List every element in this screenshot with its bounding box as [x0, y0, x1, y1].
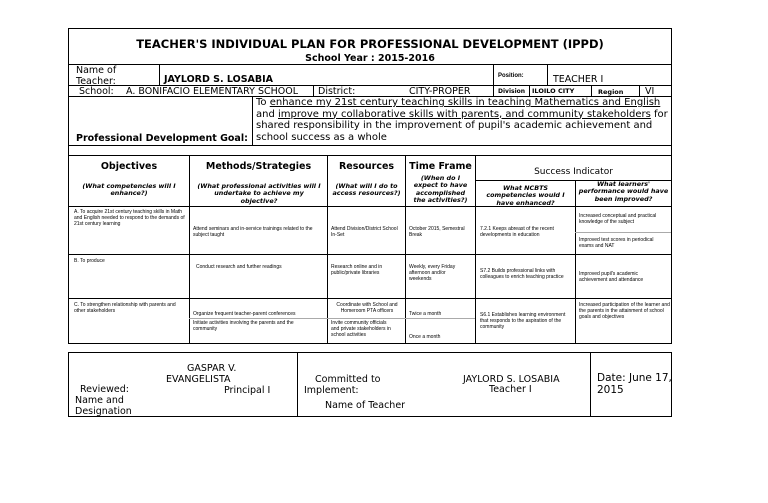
row-a-ncbts: 7.2.1 Keeps abreast of the recent developments in education — [480, 226, 554, 238]
name-label: Name of Teacher: — [76, 65, 117, 87]
row-b-time: Weekly, every Friday afternoon and/or weekends — [409, 264, 456, 282]
division-value: ILOILO CITY — [532, 87, 575, 95]
committed-label: Committed to Implement: — [304, 374, 381, 396]
row-b-method: Conduct research and further readings — [196, 264, 282, 270]
col-success: Success Indicator — [534, 167, 613, 177]
col-success-sub-learners: What learners' performance would have been improved? — [578, 180, 669, 203]
reviewed-label: Reviewed: Name and Designation — [75, 384, 132, 417]
row-a-method: Attend seminars and in-service trainings related to the subject taught — [193, 226, 313, 238]
school-label: School: — [79, 86, 114, 97]
row-a-time: October 2015, Semestral Break — [409, 226, 465, 238]
col-methods: Methods/Strategies — [205, 161, 312, 172]
teacher-signatory-position: Teacher I — [489, 384, 532, 395]
col-resources-sub: (What will I do to access resources?) — [332, 182, 401, 198]
goal-label: Professional Development Goal: — [76, 133, 248, 144]
col-objectives: Objectives — [100, 161, 158, 172]
teacher-label: Name of Teacher — [325, 400, 406, 411]
row-c-objective: C. To strengthen relationship with parents and other stakeholders — [74, 302, 176, 314]
row-b-objective: B. To produce — [74, 258, 105, 264]
row-b-learner-1: Improved pupil's academic achievement and attendance — [579, 271, 644, 283]
reviewer-position: Principal I — [224, 385, 271, 396]
form-title: TEACHER'S INDIVIDUAL PLAN FOR PROFESSIONAL DEVELOPMENT (IPPD) — [136, 37, 604, 51]
col-success-sub-ncbts: What NCBTS competencies would I have enhanced? — [486, 184, 565, 207]
reviewer-name: GASPAR V. EVANGELISTA — [166, 363, 237, 385]
date: Date: June 17, 2015 — [597, 372, 672, 396]
row-c-method-1: Organize frequent teacher-parent conferences — [193, 311, 296, 317]
teacher-name: JAYLORD S. LOSABIA — [164, 74, 274, 85]
position-label: Position: — [498, 73, 524, 79]
row-c-ncbts: S6.1 Establishes learning environment that responds to the aspiration of the community — [480, 312, 566, 330]
position-value: TEACHER I — [553, 74, 604, 85]
row-c-resource-1: Coordinate with School and Homeroom PTA officers — [336, 302, 398, 314]
school-year: School Year : 2015-2016 — [305, 53, 435, 64]
row-b-resource: Research online and in public/private libraries — [331, 264, 383, 276]
row-b-ncbts: S7.2 Builds professional links with colleagues to enrich teaching practice — [480, 268, 564, 280]
goal-text: To enhance my 21st century teaching skills in teaching Mathematics and English and improve my collaborative skills with parents, and community stakeholders for shared responsibility in the improvement of pupil's academic achievement and school success as a whole — [256, 97, 668, 143]
school-value: A. BONIFACIO ELEMENTARY SCHOOL — [126, 86, 299, 97]
row-a-learner-2: Improved test scores in periodical exams and NAT — [579, 237, 654, 249]
district-value: CITY-PROPER — [409, 86, 471, 97]
row-c-time-2: Once a month — [409, 334, 441, 340]
row-c-time-1: Twice a month — [409, 311, 442, 317]
row-c-learner-1: Increased participation of the learner and the parents in the attainment of school goals and objectives — [579, 302, 670, 320]
col-objectives-sub: (What competencies will I enhance?) — [82, 182, 176, 198]
division-label: Division — [498, 88, 526, 95]
row-a-objective: A. To acquire 21st century teaching skills in Math and English needed to respond to the demands of 21st century learning — [74, 209, 185, 227]
region-value: VI — [645, 86, 655, 97]
row-a-learner-1: Increased conceptual and practical knowledge of the subject — [579, 213, 657, 225]
col-timeframe: Time Frame — [409, 161, 472, 172]
col-resources: Resources — [338, 161, 395, 172]
col-methods-sub: (What professional activities will I undertake to achieve my objective? — [197, 182, 321, 205]
row-a-resource: Attend Division/District School In-Set — [331, 226, 398, 238]
region-label: Region — [598, 88, 624, 96]
row-c-resource-2: Invite community officials and private stakeholders in school activities — [331, 320, 391, 338]
row-c-method-2: Initiate activities involving the parents and the community — [193, 320, 294, 332]
district-label: District: — [318, 86, 356, 97]
col-timeframe-sub: (When do I expect to have accomplished the activities?) — [413, 174, 468, 205]
teacher-signatory-name: JAYLORD S. LOSABIA — [463, 374, 560, 385]
